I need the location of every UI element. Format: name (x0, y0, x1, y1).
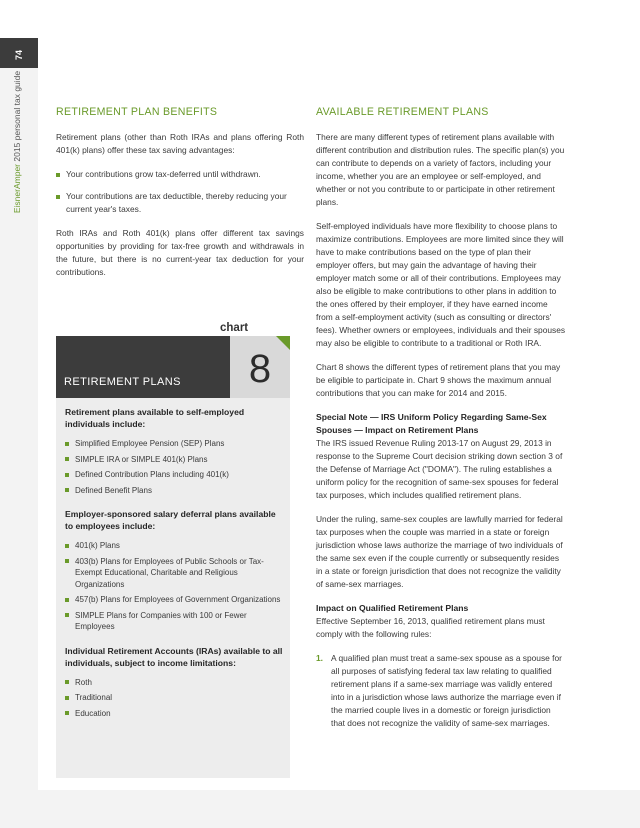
impact-heading: Impact on Qualified Retirement Plans (316, 603, 469, 613)
page-number: 74 (14, 50, 24, 61)
ira-heading: Individual Retirement Accounts (IRAs) available to all individuals, subject to income limitations: (65, 645, 283, 668)
chart-title: RETIREMENT PLANS (64, 376, 181, 388)
employer-plans-list (65, 540, 283, 633)
plan-item: Simplified Employee Pension (SEP) Plans (65, 438, 283, 450)
self-employed-plans-list (65, 438, 283, 496)
retirement-plan-benefits-heading: RETIREMENT PLAN BENEFITS (56, 106, 218, 118)
plan-item: Education (65, 708, 283, 720)
self-employed-plans-heading: Retirement plans available to self-employed individuals include: (65, 407, 245, 429)
plan-item: Defined Contribution Plans including 401(k) (65, 469, 283, 481)
chart-content (65, 406, 283, 731)
plan-item: SIMPLE Plans for Companies with 100 or Fewer Employees (65, 610, 283, 633)
rule-item (316, 652, 566, 730)
plan-item: 401(k) Plans (65, 540, 283, 552)
ruling-paragraph: Under the ruling, same-sex couples are lawfully married for federal tax purposes when the couple was married in a state or foreign jurisdiction whose laws authorize the marriage of two individuals of the same sex even if the couple currently or subsequently resides in a state or foreign jurisdiction that does not recognize the validity of same-sex marriages. (316, 514, 563, 589)
ira-list (65, 677, 283, 720)
employer-plans-heading: Employer-sponsored salary deferral plans available to employees include: (65, 509, 276, 531)
available-plans-paragraph: There are many different types of retirement plans available with different contribution and distribution rules. The specific plan(s) you can contribute to depends on a variety of factors, including your income, whether you are an employee or self-employed, and whether or not you contribute to or participate in other retirement plans. (316, 132, 565, 207)
rule-number: 1. (316, 653, 323, 663)
benefits-list (56, 168, 304, 216)
rules-list (316, 652, 566, 730)
chart-number: 8 (248, 347, 272, 391)
spine-title (10, 57, 24, 227)
special-note-body: The IRS issued Revenue Ruling 2013-17 on August 29, 2013 in response to the Supreme Court decision striking down section 3 of the Defense of Marriage Act ("DOMA"). The ruling establishes a uniform policy for the recognition of same-sex spouses for federal tax purposes, which includes qualified retirement plans. (316, 438, 563, 500)
chart-reference-paragraph: Chart 8 shows the different types of retirement plans that you may be eligible to participate in. Chart 9 shows the maximum annual contributions that you can make for 2014 and 2015. (316, 362, 561, 398)
plan-item: Traditional (65, 692, 283, 704)
spine-brand: EisnerAmper (12, 163, 22, 214)
self-employed-paragraph: Self-employed individuals have more flexibility to choose plans to maximize contributions. Employees are more limited since they will have to make contributions based on the type of plan their employer offers, but may gain the advantage of having their employer match some or all of their contributions. Employees may also be eligible to make contributions to other plans in addition to the ones offered by their employer, if they have earned income from a self-employment activity (such as consulting or directors' fees). Whether owners or employees, individuals and their spouses may also be eligible to contribute to a traditional or Roth IRA. (316, 221, 566, 348)
impact-body: Effective September 16, 2013, qualified retirement plans must comply with the following rules: (316, 616, 545, 639)
plan-item: 457(b) Plans for Employees of Government Organizations (65, 594, 283, 606)
footer-strip (38, 790, 640, 828)
spine-guide-title: 2015 personal tax guide (12, 70, 22, 164)
available-plans-heading: AVAILABLE RETIREMENT PLANS (316, 106, 489, 118)
chart-corner-accent (276, 336, 290, 350)
chart-header (56, 336, 290, 398)
chart-label: chart (220, 322, 249, 334)
rule-text: A qualified plan must treat a same-sex spouse as a spouse for all purposes of satisfying federal tax law relating to qualified retirement plans if a same-sex marriage was validly entered into in a jurisdiction whose laws authorize the marriage even if the married couple lives in a domestic or foreign jurisdiction that does not recognize the validity of same-sex marriages. (331, 653, 562, 728)
plan-item: Defined Benefit Plans (65, 485, 283, 497)
left-column (56, 106, 304, 290)
plan-item: SIMPLE IRA or SIMPLE 401(k) Plans (65, 454, 283, 466)
plan-item: Roth (65, 677, 283, 689)
plan-item: 403(b) Plans for Employees of Public Schools or Tax-Exempt Educational, Charitable and Religious Organizations (65, 556, 283, 591)
chart-body (56, 398, 290, 778)
special-note-heading: Special Note — IRS Uniform Policy Regarding Same-Sex Spouses — Impact on Retirement Plans (316, 412, 547, 435)
roth-paragraph: Roth IRAs and Roth 401(k) plans offer different tax savings opportunities by providing for tax-free growth and withdrawals in the future, but there is no current-year tax deduction for your contributions. (56, 228, 304, 277)
benefit-item: Your contributions are tax deductible, thereby reducing your current year's taxes. (56, 190, 304, 216)
benefit-item: Your contributions grow tax-deferred until withdrawn. (56, 168, 304, 181)
right-column (316, 106, 566, 730)
benefits-intro: Retirement plans (other than Roth IRAs and plans offering Roth 401(k) plans) offer these tax saving advantages: (56, 132, 304, 155)
